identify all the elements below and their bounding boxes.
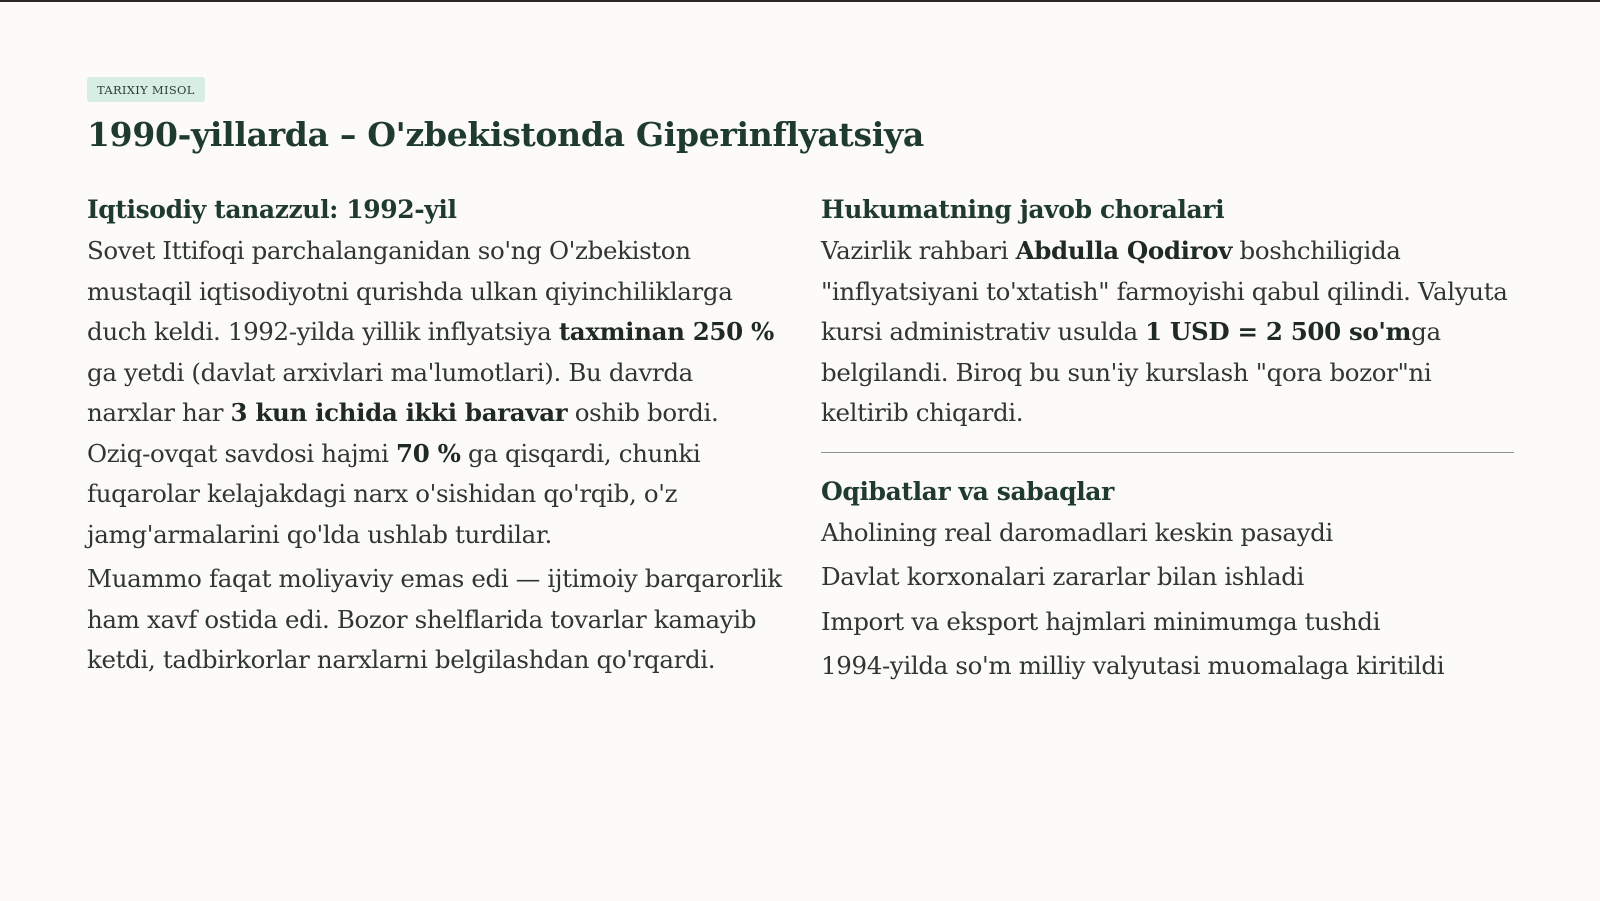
slide: [87, 77, 1527, 680]
right-column: [821, 193, 1521, 691]
economic-decline-paragraph: Sovet Ittifoqi parchalanganidan so'ng O'zbekiston mustaqil iqtisodiyotni qurishda ulkan qiyinchiliklarga duch keldi. 1992-yilda yillik inflyatsiya taxminan 250 % ga yetdi (davlat arxivlari ma'lumotlari). Bu davrda narxlar har 3 kun ichida ikki baravar oshib bordi. Oziq-ovqat savdosi hajmi 70 % ga qisqardi, chunki fuqarolar kelajakdagi narx o'sishidan qo'rqib, o'z jamg'armalarini qo'lda ushlab turdilar.: [87, 236, 774, 549]
economic-decline-heading: Iqtisodiy tanazzul: 1992-yil: [87, 195, 457, 224]
list-item: Davlat korxonalari zararlar bilan ishladi: [821, 562, 1305, 591]
left-column: [87, 193, 787, 681]
highlight-inflation-rate: taxminan 250 %: [558, 317, 774, 346]
list-item: 1994-yilda so'm milliy valyutasi muomalaga kiritildi: [821, 651, 1445, 680]
government-response-paragraph: Vazirlik rahbari Abdulla Qodirov boshchiligida "inflyatsiyani to'xtatish" farmoyishi qabul qilindi. Valyuta kursi administrativ usulda 1 USD = 2 500 so'mga belgilandi. Biroq bu sun'iy kurslash "qora bozor"ni keltirib chiqardi.: [821, 236, 1508, 427]
section-divider: [821, 452, 1514, 453]
consequences-list: [821, 513, 1521, 687]
top-border: [0, 0, 1600, 2]
government-response-heading: Hukumatning javob choralari: [821, 195, 1225, 224]
highlight-minister-name: Abdulla Qodirov: [1015, 236, 1233, 265]
highlight-price-doubling: 3 kun ichida ikki baravar: [230, 398, 568, 427]
highlight-food-trade-drop: 70 %: [396, 438, 461, 468]
list-item: Aholining real daromadlari keskin pasaydi: [821, 517, 1333, 547]
slide-title: 1990-yillarda – O'zbekistonda Giperinflyatsiya: [87, 115, 924, 154]
consequences-heading: Oqibatlar va sabaqlar: [821, 476, 1114, 506]
list-item: Import va eksport hajmlari minimumga tushdi: [821, 606, 1381, 636]
highlight-exchange-rate: 1 USD = 2 500 so'm: [1145, 317, 1412, 346]
section-tag: TARIXIY MISOL: [87, 77, 205, 102]
social-stability-paragraph: Muammo faqat moliyaviy emas edi — ijtimoiy barqarorlik ham xavf ostida edi. Bozor shelflarida tovarlar kamayib ketdi, tadbirkorlar narxlarni belgilashdan qo'rqardi.: [87, 564, 782, 674]
